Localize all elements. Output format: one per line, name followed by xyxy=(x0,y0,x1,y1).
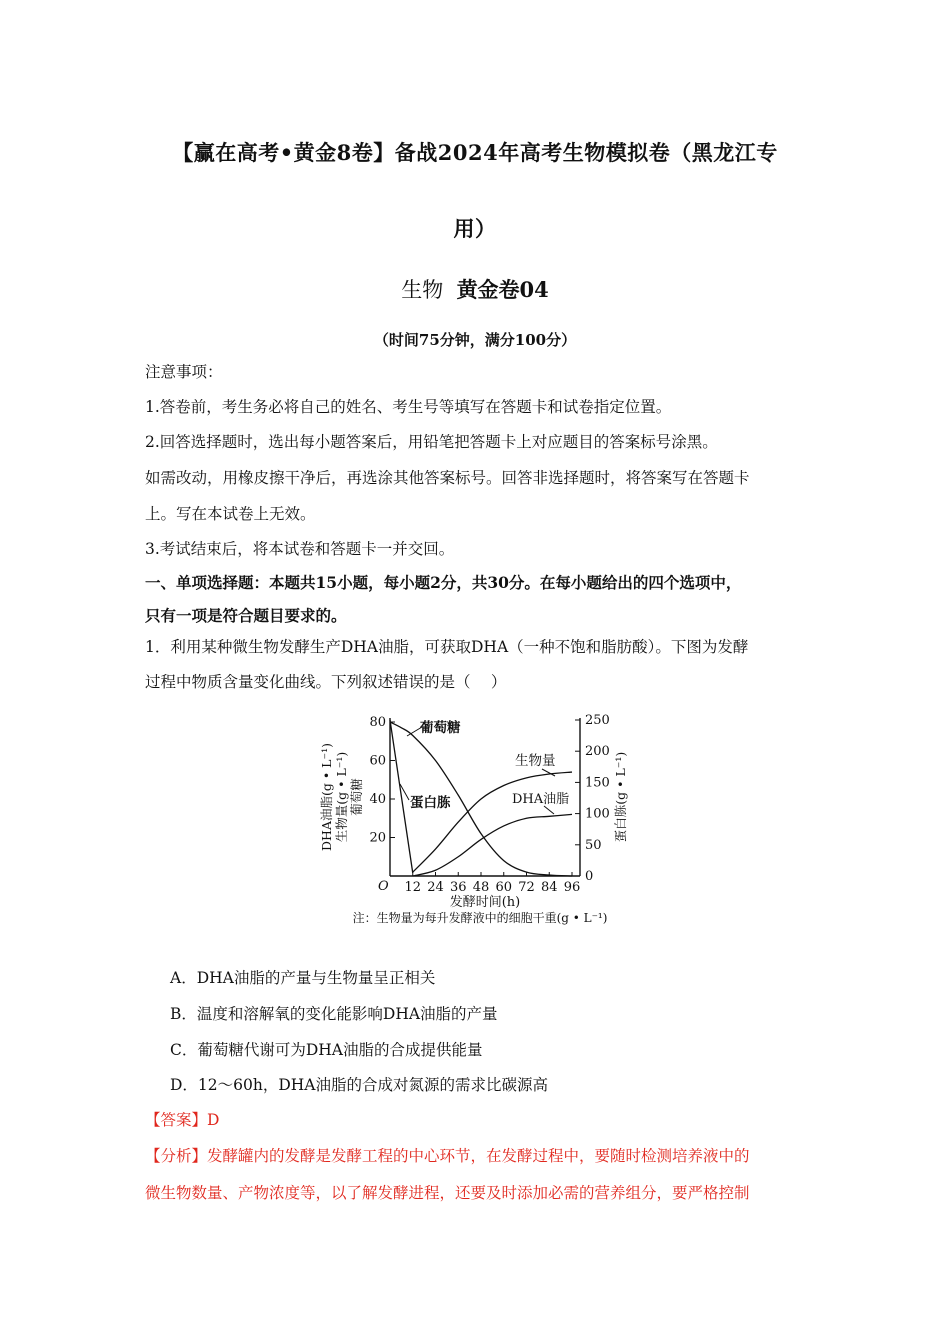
notice-item-2-cont: 如需改动，用橡皮擦干净后，再选涂其他答案标号。回答非选择题时，将答案写在答题卡 xyxy=(145,469,750,487)
y-right-tick-label: 50 xyxy=(585,837,602,853)
left-ticks xyxy=(369,715,395,846)
y-right-tick-label: 250 xyxy=(585,713,610,728)
y-left-tick-label: 20 xyxy=(369,830,386,846)
y-left-title-1: DHA油脂(g • L⁻¹) xyxy=(319,743,334,851)
question1-stem-cont: 过程中物质含量变化曲线。下列叙述错误的是（ ） xyxy=(145,673,507,691)
y-right-tick-label: 150 xyxy=(585,775,610,791)
x-tick-label: 60 xyxy=(495,880,513,895)
section1-heading: 一、单项选择题：本题共15小题，每小题2分，共30分。在每小题给出的四个选项中， xyxy=(145,573,742,592)
option-d[interactable]: D．12～60h，DHA油脂的合成对氮源的需求比碳源高 xyxy=(170,1076,548,1094)
notice-item-1: 1.答卷前，考生务必将自己的姓名、考生号等填写在答题卡和试卷指定位置。 xyxy=(145,398,672,416)
label-biomass: 生物量 xyxy=(515,753,556,769)
y-right-tick-label: 0 xyxy=(585,869,594,884)
analysis-line1: 【分析】发酵罐内的发酵是发酵工程的中心环节，在发酵过程中，要随时检测培养液中的 xyxy=(145,1147,750,1165)
x-axis-title: 发酵时间(h) xyxy=(449,895,521,910)
question1-stem: 1．利用某种微生物发酵生产DHA油脂，可获取DHA（一种不饱和脂肪酸）。下图为发酵 xyxy=(145,638,749,656)
origin-label: O xyxy=(378,879,389,894)
chart-note: 注：生物量为每升发酵液中的细胞干重(g • L⁻¹) xyxy=(352,911,608,925)
option-a[interactable]: A．DHA油脂的产量与生物量呈正相关 xyxy=(170,969,436,987)
fermentation-chart xyxy=(300,700,660,940)
y-left-tick-label: 60 xyxy=(369,753,386,769)
y-right-title: 蛋白胨(g • L⁻¹) xyxy=(613,751,628,843)
x-tick-label: 36 xyxy=(449,880,467,895)
paper-subtitle xyxy=(0,274,950,304)
x-tick-label: 24 xyxy=(427,880,444,895)
y-left-tick-label: 80 xyxy=(369,715,386,730)
subject-label: 生物 xyxy=(401,278,444,302)
y-right-tick-label: 100 xyxy=(585,806,610,822)
x-tick-label: 12 xyxy=(404,880,422,895)
x-tick-label: 72 xyxy=(518,880,535,895)
x-tick-label: 96 xyxy=(563,880,581,895)
option-c[interactable]: C．葡萄糖代谢可为DHA油脂的合成提供能量 xyxy=(170,1041,483,1059)
notice-item-3: 3.考试结束后，将本试卷和答题卡一并交回。 xyxy=(145,540,455,558)
x-tick-label: 84 xyxy=(540,880,558,895)
y-right-tick-label: 200 xyxy=(585,744,610,760)
analysis-line2: 微生物数量、产物浓度等，以了解发酵进程，还要及时添加必需的营养组分，要严格控制 xyxy=(145,1184,750,1202)
label-glucose: 葡萄糖 xyxy=(420,720,461,736)
series-line xyxy=(413,772,572,872)
leader-dha xyxy=(544,806,554,814)
paper-name: 黄金卷04 xyxy=(456,277,549,302)
label-dha: DHA油脂 xyxy=(512,792,570,807)
answer-line: 【答案】D xyxy=(145,1111,220,1129)
label-peptone: 蛋白胨 xyxy=(410,795,451,811)
y-left-tick-label: 40 xyxy=(369,792,386,807)
notice-heading: 注意事项： xyxy=(145,363,223,381)
notice-item-2: 2.回答选择题时，选出每小题答案后，用铅笔把答题卡上对应题目的答案标号涂黑。 xyxy=(145,433,718,451)
option-b[interactable]: B．温度和溶解氧的变化能影响DHA油脂的产量 xyxy=(170,1005,498,1023)
paper-title-line1: 【赢在高考•黄金8卷】备战2024年高考生物模拟卷（黑龙江专 xyxy=(172,140,778,165)
y-left-title-2: 生物量(g • L⁻¹) xyxy=(334,751,349,843)
series-line xyxy=(413,814,572,876)
time-note: （时间75分钟，满分100分） xyxy=(373,331,577,349)
notice-item-2-end: 上。写在本试卷上无效。 xyxy=(145,505,316,523)
x-tick-label: 48 xyxy=(472,880,490,895)
y-left-title-3: 葡萄糖 xyxy=(349,778,364,816)
section1-heading-cont: 只有一项是符合题目要求的。 xyxy=(145,606,347,625)
paper-title-line2: 用） xyxy=(453,216,497,241)
